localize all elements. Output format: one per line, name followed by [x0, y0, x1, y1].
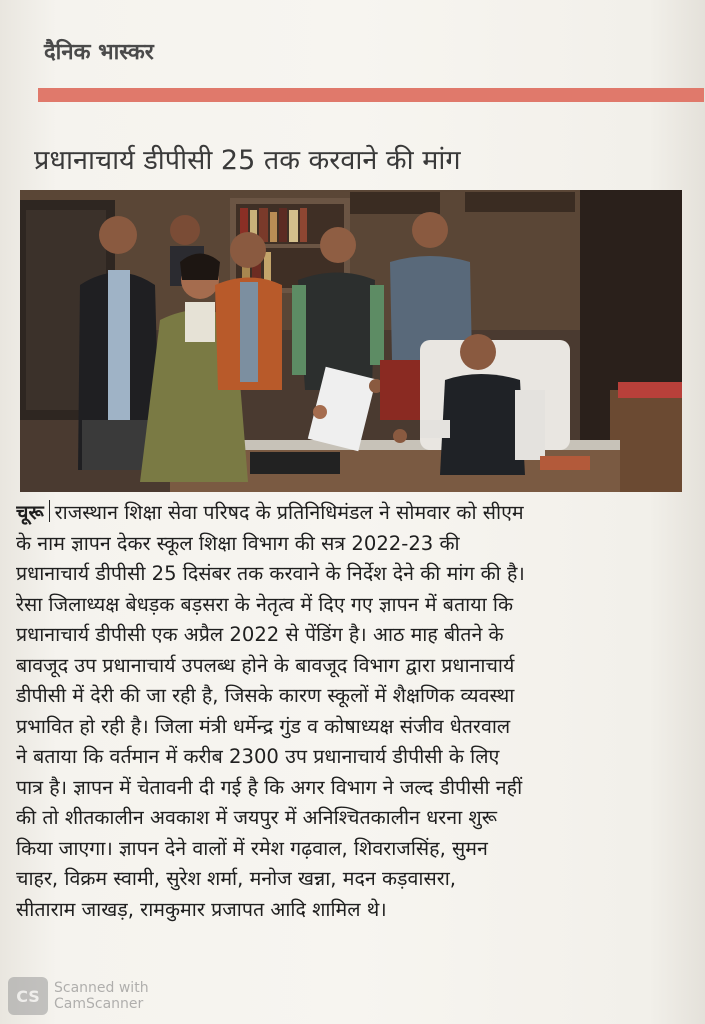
article-line-7: डीपीसी में देरी की जा रही है, जिसके कारण स्कूलों में शैक्षणिक व्यवस्था	[16, 684, 515, 707]
article-line-6: बावजूद उप प्रधानाचार्य उपलब्ध होने के बावजूद विभाग द्वारा प्रधानाचार्य	[16, 653, 515, 677]
camscanner-watermark-text	[54, 980, 149, 1012]
article-line-text: राजस्थान शिक्षा सेवा परिषद के प्रतिनिधिमंडल ने सोमवार को सीएम	[54, 501, 524, 524]
camscanner-logo-icon: CS	[8, 977, 48, 1015]
watermark-line-1: Scanned with	[54, 980, 149, 996]
article-line-12: किया जाएगा। ज्ञापन देने वालों में रमेश गढ़वाल, शिवराजसिंह, सुमन	[16, 836, 488, 860]
article-line-4: रेसा जिलाध्यक्ष बेधड़क बड़सरा के नेतृत्व में दिए गए ज्ञापन में बताया कि	[16, 592, 514, 616]
news-photo-illustration	[20, 190, 682, 492]
newspaper-masthead: दैनिक भास्कर	[44, 40, 154, 65]
article-line-3: प्रधानाचार्य डीपीसी 25 दिसंबर तक करवाने के निर्देश देने की मांग की है।	[16, 562, 525, 585]
article-line-5: प्रधानाचार्य डीपीसी एक अप्रैल 2022 से पेंडिंग है। आठ माह बीतने के	[16, 623, 504, 646]
article-body	[16, 498, 680, 925]
article-line-1	[16, 498, 680, 529]
article-line-10: पात्र है। ज्ञापन में चेतावनी दी गई है कि अगर विभाग ने जल्द डीपीसी नहीं	[16, 775, 523, 799]
article-headline: प्रधानाचार्य डीपीसी 25 तक करवाने की मांग	[34, 145, 461, 176]
article-line-13: चाहर, विक्रम स्वामी, सुरेश शर्मा, मनोज खन्ना, मदन कड़वासरा,	[16, 867, 457, 890]
watermark-line-2: CamScanner	[54, 996, 144, 1012]
article-line-14: सीताराम जाखड़, रामकुमार प्रजापत आदि शामिल थे।	[16, 897, 387, 921]
news-photo	[20, 190, 682, 492]
dateline-separator	[49, 500, 50, 522]
article-line-8: प्रभावित हो रही है। जिला मंत्री धर्मेन्द्र गुंड व कोषाध्यक्ष संजीव धेतरवाल	[16, 714, 511, 738]
camscanner-watermark	[8, 976, 188, 1016]
article-line-9: ने बताया कि वर्तमान में करीब 2300 उप प्रधानाचार्य डीपीसी के लिए	[16, 745, 500, 768]
article-dateline: चूरू	[16, 501, 44, 524]
masthead-red-rule	[38, 88, 704, 102]
article-line-2: के नाम ज्ञापन देकर स्कूल शिक्षा विभाग की सत्र 2022-23 की	[16, 531, 460, 555]
article-line-11: की तो शीतकालीन अवकाश में जयपुर में अनिश्चितकालीन धरना शुरू	[16, 806, 497, 829]
